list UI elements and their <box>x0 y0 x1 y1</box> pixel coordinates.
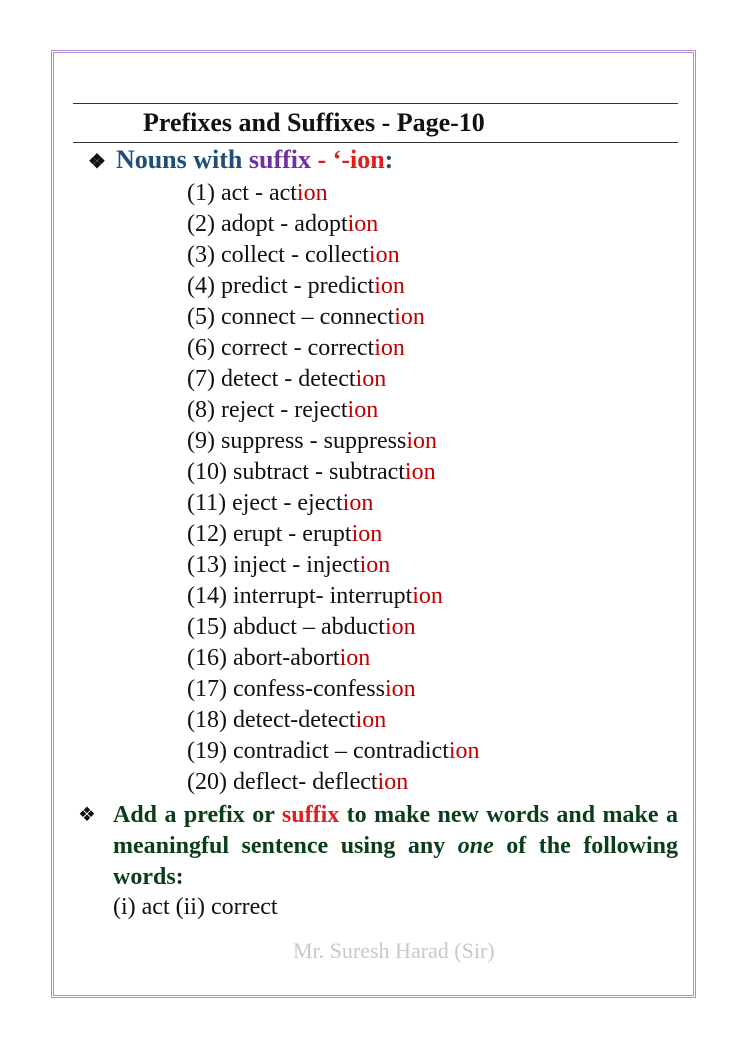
list-item <box>187 302 480 333</box>
list-item <box>187 674 480 705</box>
list-item <box>187 736 480 767</box>
word-pair-text: (9) suppress - suppress <box>187 428 407 454</box>
word-pair-text: (4) predict - predict <box>187 273 375 299</box>
suffix-highlight: ion <box>412 583 443 609</box>
word-pair-text: (17) confess-confess <box>187 676 385 702</box>
heading-text-1: Nouns with <box>115 145 249 174</box>
suffix-highlight: ion <box>342 490 374 516</box>
author-watermark: Mr. Suresh Harad (Sir) <box>293 938 495 963</box>
suffix-highlight: ion <box>374 335 405 361</box>
heading-colon: : <box>384 145 394 174</box>
list-item <box>187 488 480 519</box>
task-text-3: of the following words: <box>113 833 678 890</box>
suffix-highlight: ion <box>368 242 400 268</box>
list-item <box>187 395 480 426</box>
task-options: (i) act (ii) correct <box>113 894 278 920</box>
task-one-word: one <box>457 833 494 859</box>
suffix-highlight: ion <box>351 521 383 547</box>
suffix-highlight: ion <box>347 397 379 423</box>
word-pair-text: (5) connect – connect <box>187 304 395 330</box>
list-item <box>187 767 480 798</box>
title-bottom-rule <box>73 142 678 143</box>
task-text-1: Add a prefix or <box>113 802 282 828</box>
list-item <box>187 240 480 271</box>
word-pair-text: (2) adopt - adopt <box>187 211 348 237</box>
suffix-highlight: ion <box>355 707 387 733</box>
word-pair-text: (10) subtract - subtract <box>187 459 405 485</box>
suffix-highlight: ion <box>374 273 405 299</box>
list-item <box>187 643 480 674</box>
list-item <box>187 581 480 612</box>
word-pair-text: (11) eject - eject <box>187 490 343 516</box>
suffix-highlight: ion <box>377 769 409 795</box>
suffix-highlight: ion <box>296 180 328 206</box>
list-item <box>187 519 480 550</box>
word-pair-text: (8) reject - reject <box>187 397 348 423</box>
word-pair-text: (7) detect - detect <box>187 366 356 392</box>
list-item <box>187 705 480 736</box>
suffix-highlight: ion <box>406 428 437 454</box>
task-text-2: to make new words and make a meaningful sentence using any <box>113 802 678 859</box>
list-item <box>187 364 480 395</box>
suffix-highlight: ion <box>384 614 416 640</box>
word-pair-text: (12) erupt - erupt <box>187 521 352 547</box>
list-item <box>187 550 480 581</box>
word-pair-text: (18) detect-detect <box>187 707 356 733</box>
list-item <box>187 271 480 302</box>
word-pair-text: (19) contradict – contradict <box>187 738 449 764</box>
task-block <box>78 800 678 893</box>
list-item <box>187 333 480 364</box>
word-pair-text: (6) correct - correct <box>187 335 375 361</box>
suffix-highlight: ion <box>359 552 391 578</box>
word-pair-text: (1) act - act <box>187 180 297 206</box>
word-pair-text: (13) inject - inject <box>187 552 360 578</box>
title-top-rule <box>73 103 678 104</box>
heading-ion: ‘-ion <box>332 145 385 174</box>
suffix-highlight: ion <box>355 366 387 392</box>
list-item <box>187 612 480 643</box>
word-pair-text: (15) abduct – abduct <box>187 614 385 640</box>
suffix-highlight: ion <box>384 676 416 702</box>
suffix-highlight: ion <box>339 645 371 671</box>
word-pair-text: (3) collect - collect <box>187 242 369 268</box>
heading-suffix-word: suffix <box>248 145 311 174</box>
suffix-highlight: ion <box>347 211 379 237</box>
page-title: Prefixes and Suffixes - Page-10 <box>143 108 485 137</box>
heading-dash: - <box>311 145 333 174</box>
suffix-highlight: ion <box>404 459 436 485</box>
list-item <box>187 457 480 488</box>
list-item <box>187 426 480 457</box>
section-heading <box>88 145 393 175</box>
word-pair-text: (14) interrupt- interrupt <box>187 583 413 609</box>
suffix-highlight: ion <box>448 738 480 764</box>
task-suffix-word: suffix <box>281 802 340 828</box>
diamond-bullet-icon: ❖ <box>78 804 96 826</box>
task-instruction <box>113 800 678 893</box>
suffix-highlight: ion <box>394 304 425 330</box>
word-pair-text: (20) deflect- deflect <box>187 769 378 795</box>
list-item <box>187 178 480 209</box>
list-item <box>187 209 480 240</box>
diamond-bullet-icon: ❖ <box>88 151 106 173</box>
word-list <box>187 178 480 798</box>
word-pair-text: (16) abort-abort <box>187 645 340 671</box>
